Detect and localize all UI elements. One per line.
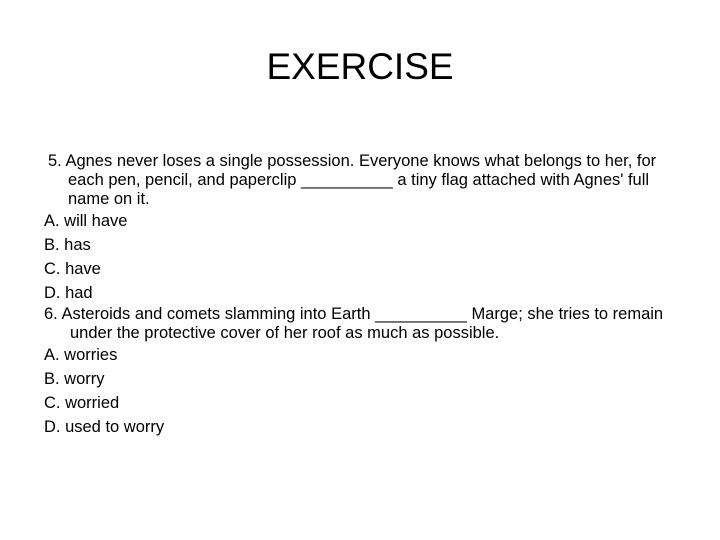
question-6-option-d: D. used to worry [44,418,165,436]
question-6-option-c: C. worried [44,394,120,412]
question-text: Agnes never loses a single possession. Everyone knows what belongs to her, for each pen, pencil, and paperclip __________ a tiny flag attached with Agnes' full name on it. [65,152,657,208]
exercise-body [44,152,684,439]
slide-title: EXERCISE [266,46,454,87]
question-6-option-b: B. worry [44,370,105,388]
question-5 [44,152,684,305]
question-6-stem [44,305,684,343]
question-6-option-a: A. worries [44,346,118,364]
question-5-option-b: B. has [44,236,91,254]
question-number: 5. [48,152,62,170]
question-text: Asteroids and comets slamming into Earth __________ Marge; she tries to remain under the protective cover of her roof as much as possible. [61,305,664,342]
question-number: 6. [44,305,58,323]
question-5-option-c: C. have [44,260,101,278]
question-6 [44,305,684,439]
question-5-option-a: A. will have [44,212,128,230]
question-5-stem [44,152,684,209]
question-5-option-d: D. had [44,284,93,302]
